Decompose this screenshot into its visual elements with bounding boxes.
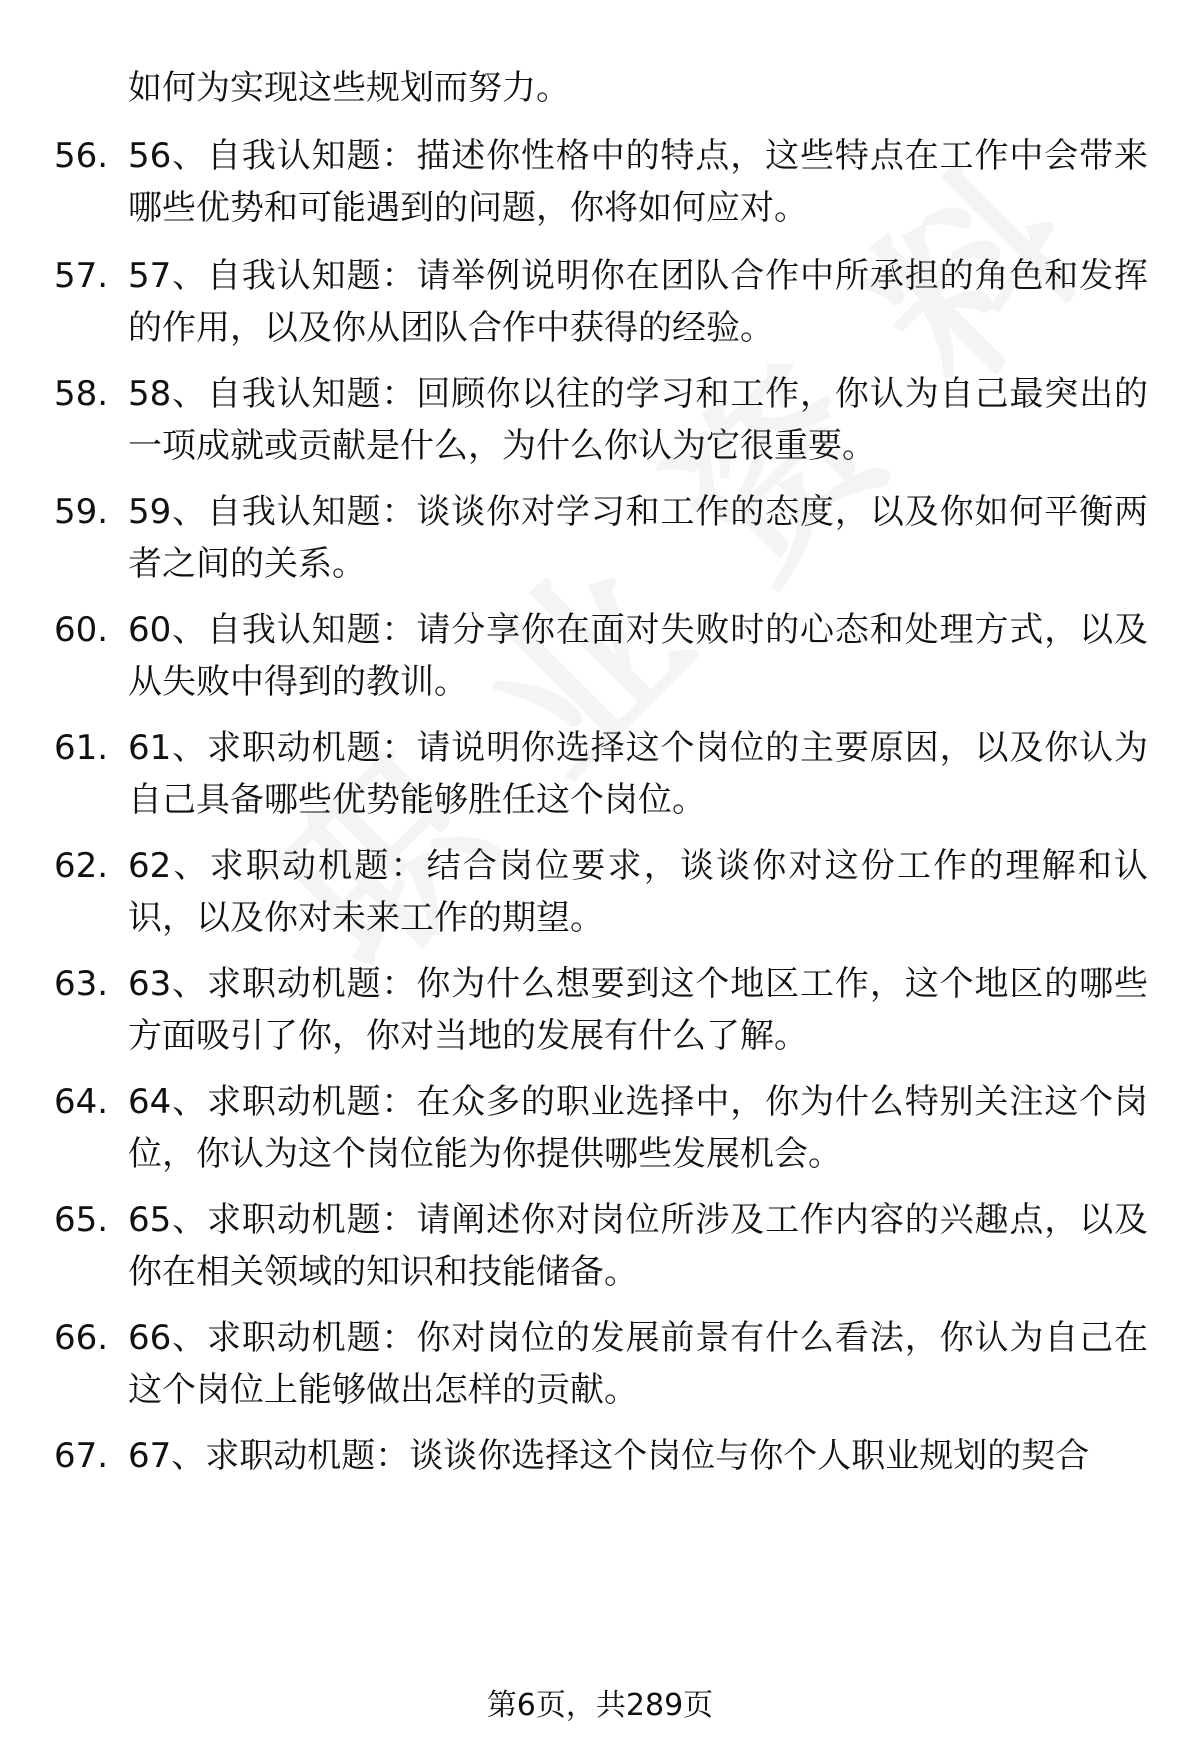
item-text: 65、求职动机题：请阐述你对岗位所涉及工作内容的兴趣点，以及你在相关领域的知识和技能储备。 <box>128 1200 1148 1292</box>
item-text: 67、求职动机题：谈谈你选择这个岗位与你个人职业规划的契合 <box>128 1436 1090 1476</box>
item-number: 61. <box>54 728 109 768</box>
item-text: 63、求职动机题：你为什么想要到这个地区工作，这个地区的哪些方面吸引了你，你对当地的发展有什么了解。 <box>128 964 1148 1056</box>
item-number: 60. <box>54 610 109 650</box>
item-number: 65. <box>54 1200 109 1240</box>
item-number: 58. <box>54 374 109 414</box>
item-text: 62、求职动机题：结合岗位要求，谈谈你对这份工作的理解和认识，以及你对未来工作的期望。 <box>128 846 1148 938</box>
continuation-text: 如何为实现这些规划而努力。 <box>128 68 570 108</box>
item-text: 56、自我认知题：描述你性格中的特点，这些特点在工作中会带来哪些优势和可能遇到的问题，你将如何应对。 <box>128 136 1148 228</box>
item-number: 67. <box>54 1436 109 1476</box>
item-text: 64、求职动机题：在众多的职业选择中，你为什么特别关注这个岗位，你认为这个岗位能为你提供哪些发展机会。 <box>128 1082 1148 1174</box>
item-number: 66. <box>54 1318 109 1358</box>
item-text: 58、自我认知题：回顾你以往的学习和工作，你认为自己最突出的一项成就或贡献是什么，为什么你认为它很重要。 <box>128 374 1148 466</box>
item-number: 64. <box>54 1082 109 1122</box>
item-number: 63. <box>54 964 109 1004</box>
item-text: 57、自我认知题：请举例说明你在团队合作中所承担的角色和发挥的作用，以及你从团队合作中获得的经验。 <box>128 256 1148 348</box>
item-number: 57. <box>54 256 109 296</box>
item-number: 59. <box>54 492 109 532</box>
item-number: 56. <box>54 136 109 176</box>
item-number: 62. <box>54 846 109 886</box>
page-footer: 第6页，共289页 <box>486 1688 714 1723</box>
item-text: 60、自我认知题：请分享你在面对失败时的心态和处理方式，以及从失败中得到的教训。 <box>128 610 1148 702</box>
item-text: 66、求职动机题：你对岗位的发展前景有什么看法，你认为自己在这个岗位上能够做出怎样的贡献。 <box>128 1318 1148 1410</box>
item-text: 59、自我认知题：谈谈你对学习和工作的态度，以及你如何平衡两者之间的关系。 <box>128 492 1148 584</box>
item-text: 61、求职动机题：请说明你选择这个岗位的主要原因，以及你认为自己具备哪些优势能够胜任这个岗位。 <box>128 728 1148 820</box>
